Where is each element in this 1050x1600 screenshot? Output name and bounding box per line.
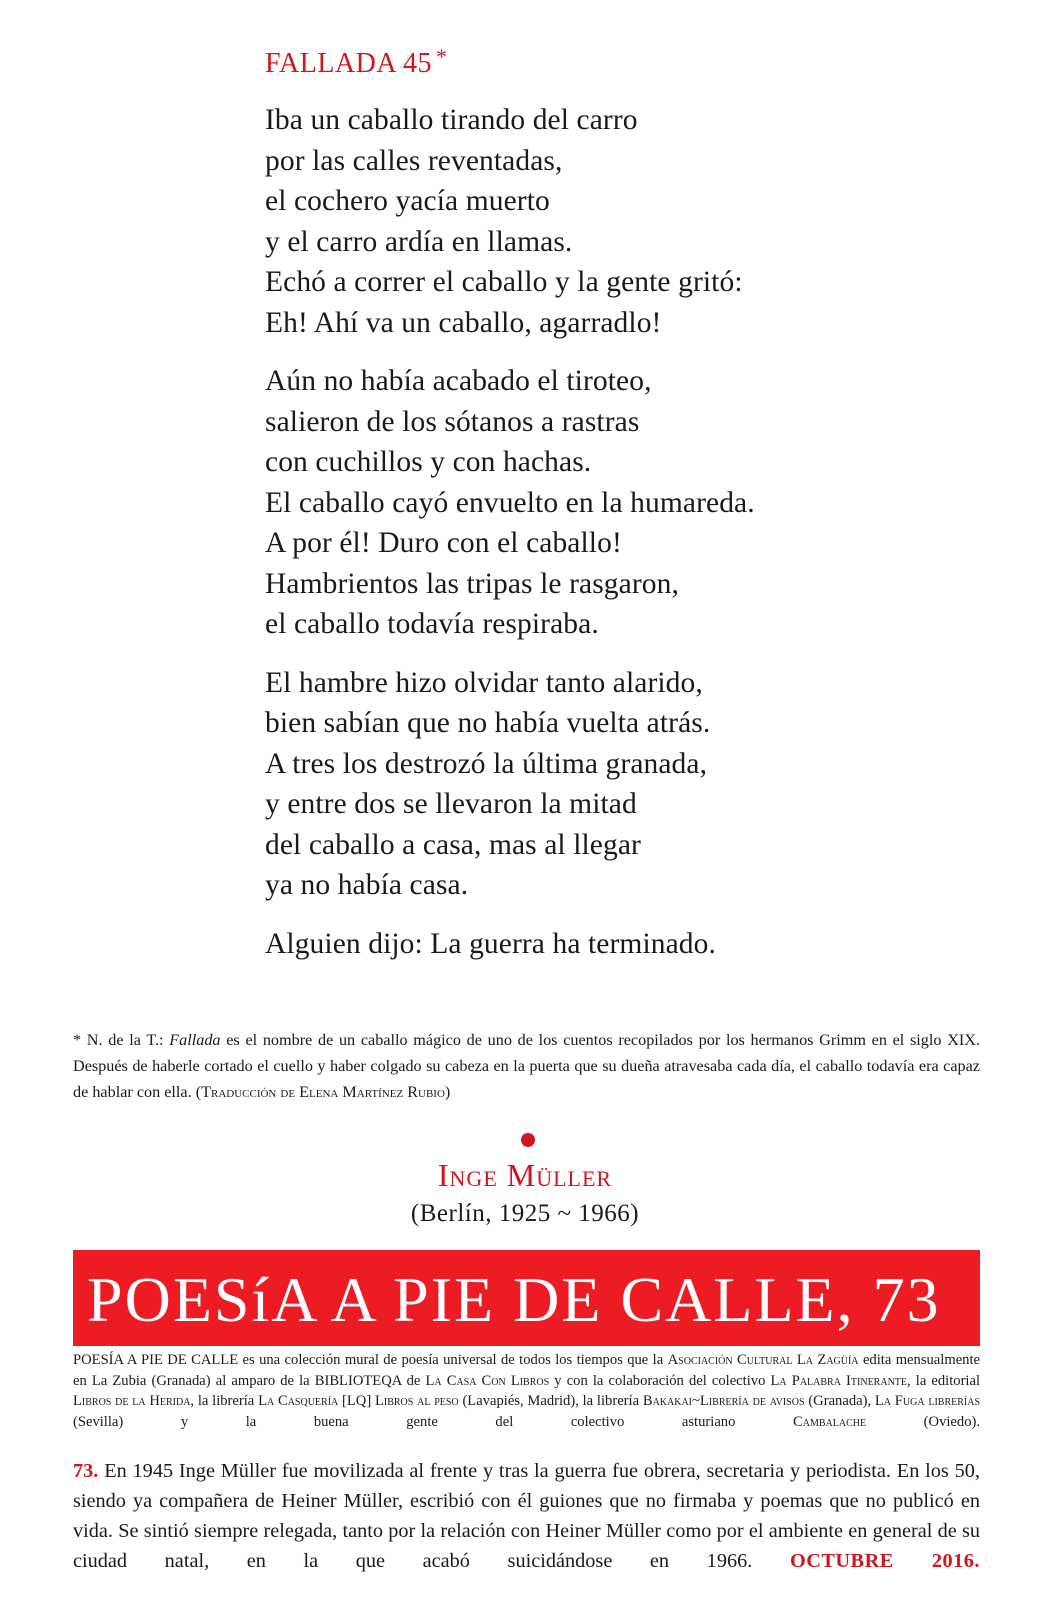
footnote-marker: * (436, 44, 448, 69)
poem-line: Echó a correr el caballo y la gente gritó: (265, 266, 743, 298)
poem-line: salieron de los sótanos a rastras (265, 405, 640, 438)
poem-line: Alguien dijo: La guerra ha terminado. (265, 927, 716, 960)
desc-library: La Casa Con Libros (425, 1372, 550, 1389)
author-bio (73, 1456, 980, 1576)
poem-line: Iba un caballo tirando del carro (265, 104, 638, 136)
poem-line: por las calles reventadas, (265, 144, 563, 177)
desc-publisher: Libros de la Herida (73, 1393, 191, 1409)
poem-line: Aún no había acabado el tiroteo, (265, 365, 652, 397)
poem-line: el cochero yacía muerto (265, 185, 550, 217)
poem-line: bien sabían que no había vuelta atrás. (265, 707, 711, 739)
desc-bookstore: Bakakai~Librería de avisos (642, 1393, 805, 1409)
banner-title: POESíA A PIE DE CALLE, 73 (87, 1264, 941, 1335)
author-name: Inge Müller (437, 1157, 613, 1193)
desc-text: (Sevilla) y la buena gente del colectivo asturiano (73, 1413, 736, 1430)
poem-line: A por él! Duro con el caballo! (265, 527, 622, 559)
poem-stanza (265, 100, 965, 343)
poem-line: A tres los destrozó la última granada, (265, 747, 708, 780)
desc-text: (Lavapiés, Madrid), la librería (462, 1393, 640, 1409)
poem-title-text: FALLADA 45 (265, 48, 433, 79)
desc-text: (Oviedo). (923, 1413, 981, 1430)
issue-date: OCTUBRE 2016. (789, 1550, 980, 1572)
poem-line: Hambrientos las tripas le rasgaron, (265, 567, 679, 600)
poem-stanza (265, 924, 965, 965)
desc-intro: POESÍA A PIE DE CALLE es una colección mural de poesía universal de todos los tiempos que la (73, 1352, 664, 1368)
poem-line: con cuchillos y con hachas. (265, 446, 592, 478)
poem-line: El caballo cayó envuelto en la humareda. (265, 486, 755, 519)
footnote-label: * N. de la T.: (73, 1031, 164, 1049)
desc-collective: Cambalache (793, 1413, 867, 1430)
desc-collective: La Palabra Itinerante (770, 1372, 908, 1389)
poem-stanza (265, 663, 965, 906)
poem-stanza (265, 361, 965, 645)
desc-text: (Granada), (808, 1393, 872, 1409)
translation-credit: (Traducción de Elena Martínez Rubio) (195, 1083, 451, 1101)
desc-text: edita mensualmente en La Zubia (Granada) al amparo de la BIBLIOTEQA de (73, 1352, 980, 1389)
poem-line: el caballo todavía respiraba. (265, 608, 599, 640)
desc-association: Asociación Cultural La Zagüía (667, 1352, 859, 1368)
desc-text: , la editorial (907, 1372, 981, 1389)
desc-bookstore: La Casquería [LQ] Libros al peso (258, 1393, 459, 1409)
poem-line: y entre dos se llevaron la mitad (265, 788, 637, 820)
poem-title (265, 44, 448, 80)
poem-line: ya no había casa. (265, 869, 469, 901)
poem-body (265, 100, 965, 982)
desc-bookstore: La Fuga librerías (874, 1393, 981, 1409)
issue-number: 73. (73, 1460, 99, 1482)
poem-line: Eh! Ahí va un caballo, agarradlo! (265, 306, 662, 339)
footnote-text: es el nombre de un caballo mágico de uno de los cuentos recopilados por los hermanos Grimm en el siglo XIX. Después de haberle cortado el cuello y haber colgado su cabeza en la puerta que su dueña atravesaba cada día, el caballo todavía era capaz de hablar con ella. (73, 1031, 981, 1101)
author-dates: (Berlín, 1925 ~ 1966) (410, 1200, 640, 1227)
desc-text: y con la colaboración del colectivo (554, 1372, 766, 1389)
series-banner (73, 1250, 980, 1346)
collection-description (73, 1350, 980, 1432)
translator-footnote (73, 1027, 980, 1105)
poem-line: y el carro ardía en llamas. (265, 225, 573, 258)
poem-line: El hambre hizo olvidar tanto alarido, (265, 666, 703, 699)
desc-text: , la librería (190, 1393, 255, 1409)
red-dot-ornament (521, 1133, 535, 1147)
poem-line: del caballo a casa, mas al llegar (265, 828, 641, 861)
footnote-italic-word: Fallada (169, 1031, 221, 1049)
bio-text: En 1945 Inge Müller fue movilizada al frente y tras la guerra fue obrera, secretaria y periodista. En los 50, siendo ya compañera de Heiner Müller, escribió con él guiones que no firmaba y poemas que no publicó en vida. Se sintió siempre relegada, tanto por la relación con Heiner Müller como por el ambiente en general de su ciudad natal, en la que acabó suicidándose en 1966. (73, 1460, 980, 1572)
